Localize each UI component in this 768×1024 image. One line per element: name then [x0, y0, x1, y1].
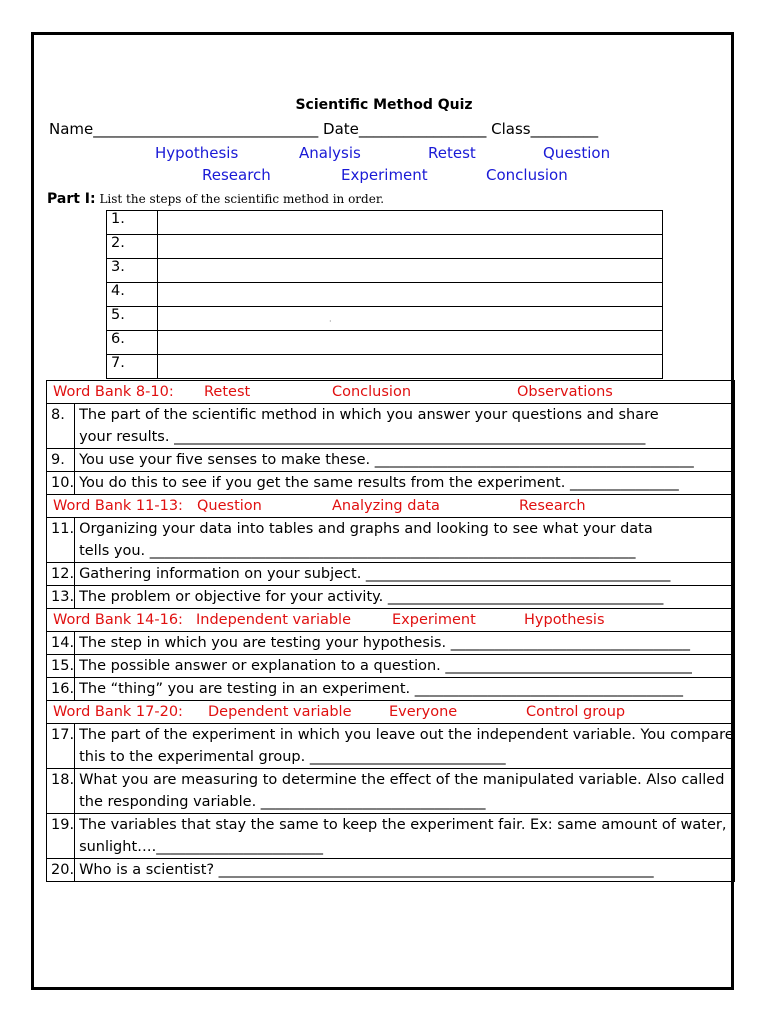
question-line: Who is a scientist? ____________________________________________________________: [79, 862, 654, 878]
question-row: [47, 632, 735, 655]
question-row: [47, 449, 735, 472]
step-answer-cell[interactable]: [158, 307, 663, 331]
question-row: [47, 859, 735, 882]
word-bank-cell: [47, 701, 735, 724]
step-number: 1.: [107, 211, 158, 235]
question-text[interactable]: [75, 859, 735, 882]
question-line: What you are measuring to determine the effect of the manipulated variable. Also called: [79, 772, 725, 788]
step-number: 7.: [107, 355, 158, 379]
question-row: [47, 518, 735, 563]
question-number: 20.: [47, 859, 75, 882]
question-line: The possible answer or explanation to a question. __________________________________: [79, 658, 692, 674]
word-bank-cell: [47, 381, 735, 404]
question-line: this to the experimental group. ___________________________: [79, 749, 506, 765]
part1-instruction: List the steps of the scientific method in order.: [99, 192, 385, 206]
question-number: 17.: [47, 724, 75, 769]
step-number: 5.: [107, 307, 158, 331]
question-text[interactable]: [75, 563, 735, 586]
question-line: You do this to see if you get the same results from the experiment. _______________: [79, 475, 679, 491]
quiz-title: Scientific Method Quiz: [295, 97, 473, 113]
question-row: [47, 563, 735, 586]
question-row: [47, 678, 735, 701]
word-bank-row: [47, 609, 735, 632]
question-line: The “thing” you are testing in an experiment. _____________________________________: [79, 681, 684, 697]
word-bank-word: Observations: [517, 384, 613, 400]
step-answer-cell[interactable]: [158, 259, 663, 283]
step-row: [107, 307, 663, 331]
question-row: [47, 655, 735, 678]
question-number: 13.: [47, 586, 75, 609]
word-bank-row: [47, 381, 735, 404]
question-text[interactable]: [75, 814, 735, 859]
question-number: 12.: [47, 563, 75, 586]
word-bank-word: Hypothesis: [524, 612, 605, 628]
word-bank-cell: [47, 495, 735, 518]
question-text[interactable]: [75, 472, 735, 495]
question-row: [47, 814, 735, 859]
question-number: 9.: [47, 449, 75, 472]
word-bank-word: Research: [519, 498, 586, 514]
word-bank-label: Word Bank 11-13:: [53, 498, 183, 514]
top-bank-word: Analysis: [299, 144, 361, 162]
question-text[interactable]: [75, 655, 735, 678]
question-number: 8.: [47, 404, 75, 449]
step-number: 6.: [107, 331, 158, 355]
question-number: 18.: [47, 769, 75, 814]
question-text[interactable]: [75, 449, 735, 472]
question-line: tells you. ___________________________________________________________________: [79, 543, 636, 559]
top-bank-word: Conclusion: [486, 166, 568, 184]
question-number: 15.: [47, 655, 75, 678]
name-date-class-line[interactable]: Name______________________________ Date_________________ Class_________: [49, 120, 599, 138]
question-row: [47, 769, 735, 814]
question-number: 16.: [47, 678, 75, 701]
step-answer-cell[interactable]: [158, 331, 663, 355]
question-line: The part of the scientific method in which you answer your questions and share: [79, 407, 659, 423]
word-bank-label: Word Bank 14-16:: [53, 612, 183, 628]
question-text[interactable]: [75, 724, 735, 769]
step-answer-cell[interactable]: [158, 235, 663, 259]
question-row: [47, 472, 735, 495]
question-line: your results. _________________________________________________________________: [79, 429, 646, 445]
question-line: the responding variable. _______________________________: [79, 794, 486, 810]
steps-table: [106, 210, 663, 379]
step-answer-cell[interactable]: [158, 355, 663, 379]
top-bank-word: Research: [202, 166, 271, 184]
question-row: [47, 724, 735, 769]
word-bank-label: Word Bank 17-20:: [53, 704, 183, 720]
step-number: 3.: [107, 259, 158, 283]
word-bank-word: Independent variable: [196, 612, 352, 628]
step-row: [107, 235, 663, 259]
word-bank-cell: [47, 609, 735, 632]
question-line: Gathering information on your subject. __________________________________________: [79, 566, 671, 582]
question-row: [47, 586, 735, 609]
step-number: 2.: [107, 235, 158, 259]
top-bank-word: Experiment: [341, 166, 428, 184]
question-row: [47, 404, 735, 449]
step-row: [107, 355, 663, 379]
question-number: 11.: [47, 518, 75, 563]
question-number: 14.: [47, 632, 75, 655]
step-number: 4.: [107, 283, 158, 307]
step-row: [107, 331, 663, 355]
word-bank-word: Conclusion: [332, 384, 412, 400]
questions-table: [46, 380, 735, 882]
top-bank-word: Question: [543, 144, 611, 162]
question-number: 10.: [47, 472, 75, 495]
word-bank-word: Everyone: [389, 704, 458, 720]
word-bank-word: Experiment: [392, 612, 476, 628]
step-row: [107, 259, 663, 283]
top-bank-word: Retest: [428, 144, 476, 162]
question-text[interactable]: [75, 586, 735, 609]
question-line: The variables that stay the same to keep the experiment fair. Ex: same amount of water,: [79, 817, 727, 833]
question-line: You use your five senses to make these. ____________________________________________: [79, 452, 694, 468]
part1-heading: [47, 191, 384, 207]
word-bank-row: [47, 701, 735, 724]
word-bank-word: Question: [197, 498, 262, 514]
question-text[interactable]: [75, 404, 735, 449]
question-line: The problem or objective for your activity. ______________________________________: [79, 589, 664, 605]
question-line: The part of the experiment in which you leave out the independent variable. You compare: [79, 727, 734, 743]
step-answer-cell[interactable]: [158, 211, 663, 235]
word-bank-word: Control group: [526, 704, 626, 720]
part1-label: Part I:: [47, 191, 96, 207]
top-bank-word: Hypothesis: [155, 144, 239, 162]
step-row: [107, 211, 663, 235]
center-dot: ·: [329, 317, 332, 326]
question-line: Organizing your data into tables and graphs and looking to see what your data: [79, 521, 653, 537]
word-bank-word: Dependent variable: [208, 704, 352, 720]
word-bank-row: [47, 495, 735, 518]
step-row: [107, 283, 663, 307]
word-bank-label: Word Bank 8-10:: [53, 384, 174, 400]
question-text[interactable]: [75, 678, 735, 701]
question-text[interactable]: [75, 632, 735, 655]
question-text[interactable]: [75, 518, 735, 563]
question-line: sunlight…._______________________: [79, 839, 323, 855]
step-answer-cell[interactable]: [158, 283, 663, 307]
question-line: The step in which you are testing your hypothesis. _________________________________: [79, 635, 690, 651]
word-bank-word: Retest: [204, 384, 251, 400]
question-text[interactable]: [75, 769, 735, 814]
word-bank-word: Analyzing data: [332, 498, 440, 514]
question-number: 19.: [47, 814, 75, 859]
